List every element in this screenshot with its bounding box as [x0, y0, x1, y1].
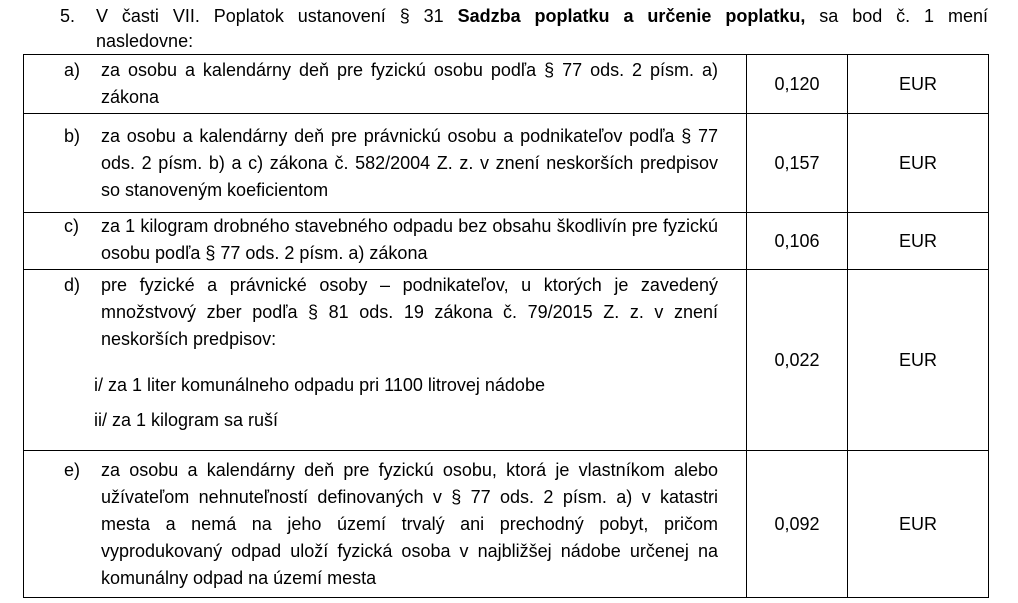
row-value: 0,092	[747, 451, 848, 598]
section-text-after: sa bod č. 1 mení	[805, 6, 989, 26]
row-text: za 1 kilogram drobného stavebného odpadu bez obsahu škodlivín pre fyzickú osobu podľa § 77 ods. 2 písm. a) zákona	[101, 216, 718, 263]
row-label: e)	[64, 459, 81, 480]
row-description-cell	[24, 55, 747, 114]
row-currency: EUR	[848, 451, 989, 598]
row-value: 0,157	[747, 114, 848, 213]
section-text-before: V časti VII. Poplatok ustanovení § 31	[96, 6, 458, 26]
row-description-cell	[24, 213, 747, 270]
row-subitem-2: ii/ za 1 kilogram sa ruší	[94, 410, 279, 430]
row-text: za osobu a kalendárny deň pre fyzickú osobu podľa § 77 ods. 2 písm. a) zákona	[101, 60, 718, 107]
row-label: c)	[64, 216, 79, 236]
row-text: za osobu a kalendárny deň pre fyzickú osobu, ktorá je vlastníkom alebo užívateľom nehnuteľností definovaných v § 77 ods. 2 písm. a) v katastri mesta a nemá na jeho území trvalý ani prechodný pobyt, pričom vyprodukovaný odpad uloží fyzická osoba v najbližšej nádobe určenej na komunálny odpad na území mesta	[101, 459, 718, 588]
section-line-2: nasledovne:	[96, 31, 194, 51]
row-currency: EUR	[848, 114, 989, 213]
section-line-1	[96, 4, 988, 29]
row-label: a)	[64, 60, 81, 80]
section-number: 5.	[60, 6, 76, 26]
row-description-cell	[24, 270, 747, 451]
table-row	[24, 114, 989, 213]
row-currency: EUR	[848, 55, 989, 114]
section-intro	[60, 4, 988, 54]
row-value: 0,120	[747, 55, 848, 114]
row-value: 0,022	[747, 270, 848, 451]
section-text	[96, 4, 988, 54]
table-row	[24, 270, 989, 451]
row-currency: EUR	[848, 270, 989, 451]
table-row	[24, 213, 989, 270]
row-label: d)	[64, 275, 81, 295]
row-text: pre fyzické a právnické osoby – podnikateľov, u ktorých je zavedený množstvový zber podľa § 81 ods. 19 zákona č. 79/2015 Z. z. v znení neskorších predpisov:	[101, 275, 718, 349]
row-label: b)	[64, 125, 81, 146]
table-row	[24, 451, 989, 598]
row-currency: EUR	[848, 213, 989, 270]
row-value: 0,106	[747, 213, 848, 270]
table-row	[24, 55, 989, 114]
row-description-cell	[24, 451, 747, 598]
row-subitem-1: i/ za 1 liter komunálneho odpadu pri 1100 litrovej nádobe	[94, 375, 545, 395]
row-text: za osobu a kalendárny deň pre právnickú osobu a podnikateľov podľa § 77 ods. 2 písm. b) a c) zákona č. 582/2004 Z. z. v znení neskorších predpisov so stanoveným koeficientom	[101, 125, 718, 200]
row-description-cell	[24, 114, 747, 213]
rates-table	[23, 54, 989, 598]
section-bold-title: Sadzba poplatku a určenie poplatku,	[457, 6, 806, 26]
